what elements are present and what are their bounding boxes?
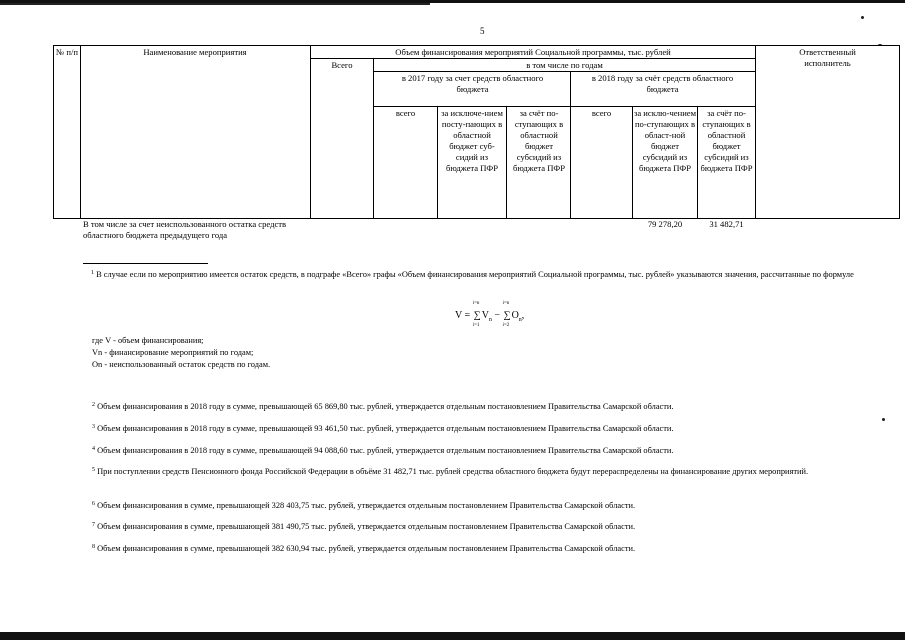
- scan-speck: [882, 418, 885, 421]
- footnote-5: $^5$ При поступлении средств Пенсионного фонда Российской Федерации в объёме 31 482,71 тыс. рублей средства областного бюджета будут перераспределены на финансирование других мероприятий.: [92, 467, 809, 476]
- footnote-7: $^7$ Объем финансирования в сумме, превышающей 381 490,75 тыс. рублей, утверждается отдельным постановлением Правительства Самарской области.: [92, 522, 636, 531]
- col-header-number: № п/п: [56, 47, 78, 57]
- remainder-value-pfr: 31 482,71: [709, 219, 744, 229]
- col-header-2017-excl-pfr: за исключе-нием посту-пающих в областной бюджет суб-сидий из бюджета ПФР: [441, 108, 503, 173]
- formula-where-1: где V - объем финансирования;: [92, 336, 204, 345]
- col-header-2017-pfr: за счёт по-ступающих в областной бюджет субсидий из бюджета ПФР: [513, 108, 565, 173]
- page-number: 5: [480, 26, 485, 36]
- col-header-2017-total: всего: [395, 108, 416, 118]
- col-header-financing: Объем финансирования мероприятий Социальной программы, тыс. рублей: [395, 47, 671, 57]
- col-header-2018-excl-pfr: за исклю-чением по-ступающих в област-ной бюджет субсидий из бюджета ПФР: [633, 108, 697, 173]
- col-header-2017: в 2017 году за счет средств областного бюджета: [401, 73, 544, 94]
- scan-speck: [861, 16, 864, 19]
- scan-top-border-2: [0, 3, 430, 5]
- scan-bottom-border: [0, 632, 905, 640]
- col-header-2018: в 2018 году за счёт средств областного бюджета: [591, 73, 734, 94]
- footnote-3: $^3$ Объем финансирования в 2018 году в сумме, превышающей 93 461,50 тыс. рублей, утверждается отдельным постановлением Правительства Самарской области.: [92, 424, 674, 433]
- formula: V = i=n ∑ i=1 $V_n$ − i=n ∑ i=2 $O_n$,: [455, 301, 525, 328]
- footnote-1: $^1$ В случае если по мероприятию имеется остаток средств, в подграфе «Всего» графы «Объем финансирования мероприятий Социальной программы, тыс. рублей» указываются значения, рассчитанные по формуле: [91, 270, 854, 279]
- footnote-4: $^4$ Объем финансирования в 2018 году в сумме, превышающей 94 088,60 тыс. рублей, утверждается отдельным постановлением Правительства Самарской области.: [92, 446, 674, 455]
- remainder-value-excl-pfr: 79 278,20: [647, 219, 683, 229]
- formula-where-2: Vn - финансирование мероприятий по годам;: [92, 348, 254, 357]
- col-header-2018-total: всего: [591, 108, 612, 118]
- footnote-6: $^6$ Объем финансирования в сумме, превышающей 328 403,75 тыс. рублей, утверждается отдельным постановлением Правительства Самарской области.: [92, 501, 636, 510]
- footnote-separator: [83, 263, 208, 264]
- remainder-row-label: В том числе за счет неиспользованного остатка средств областного бюджета предыдущего года: [83, 219, 287, 240]
- footnote-8: $^8$ Объем финансирования в сумме, превышающей 382 630,94 тыс. рублей, утверждается отдельным постановлением Правительства Самарской области.: [92, 544, 636, 553]
- formula-where-3: On - неиспользованный остаток средств по годам.: [92, 360, 271, 369]
- footnote-2: $^2$ Объем финансирования в 2018 году в сумме, превышающей 65 869,80 тыс. рублей, утверждается отдельным постановлением Правительства Самарской области.: [92, 402, 674, 411]
- col-header-2018-pfr: за счёт по-ступающих в областной бюджет субсидий из бюджета ПФР: [700, 108, 753, 173]
- col-header-by-years: в том числе по годам: [526, 60, 603, 70]
- col-header-name: Наименование мероприятия: [143, 47, 247, 57]
- col-header-responsible: Ответственный исполнитель: [799, 47, 856, 68]
- col-header-total: Всего: [331, 60, 353, 70]
